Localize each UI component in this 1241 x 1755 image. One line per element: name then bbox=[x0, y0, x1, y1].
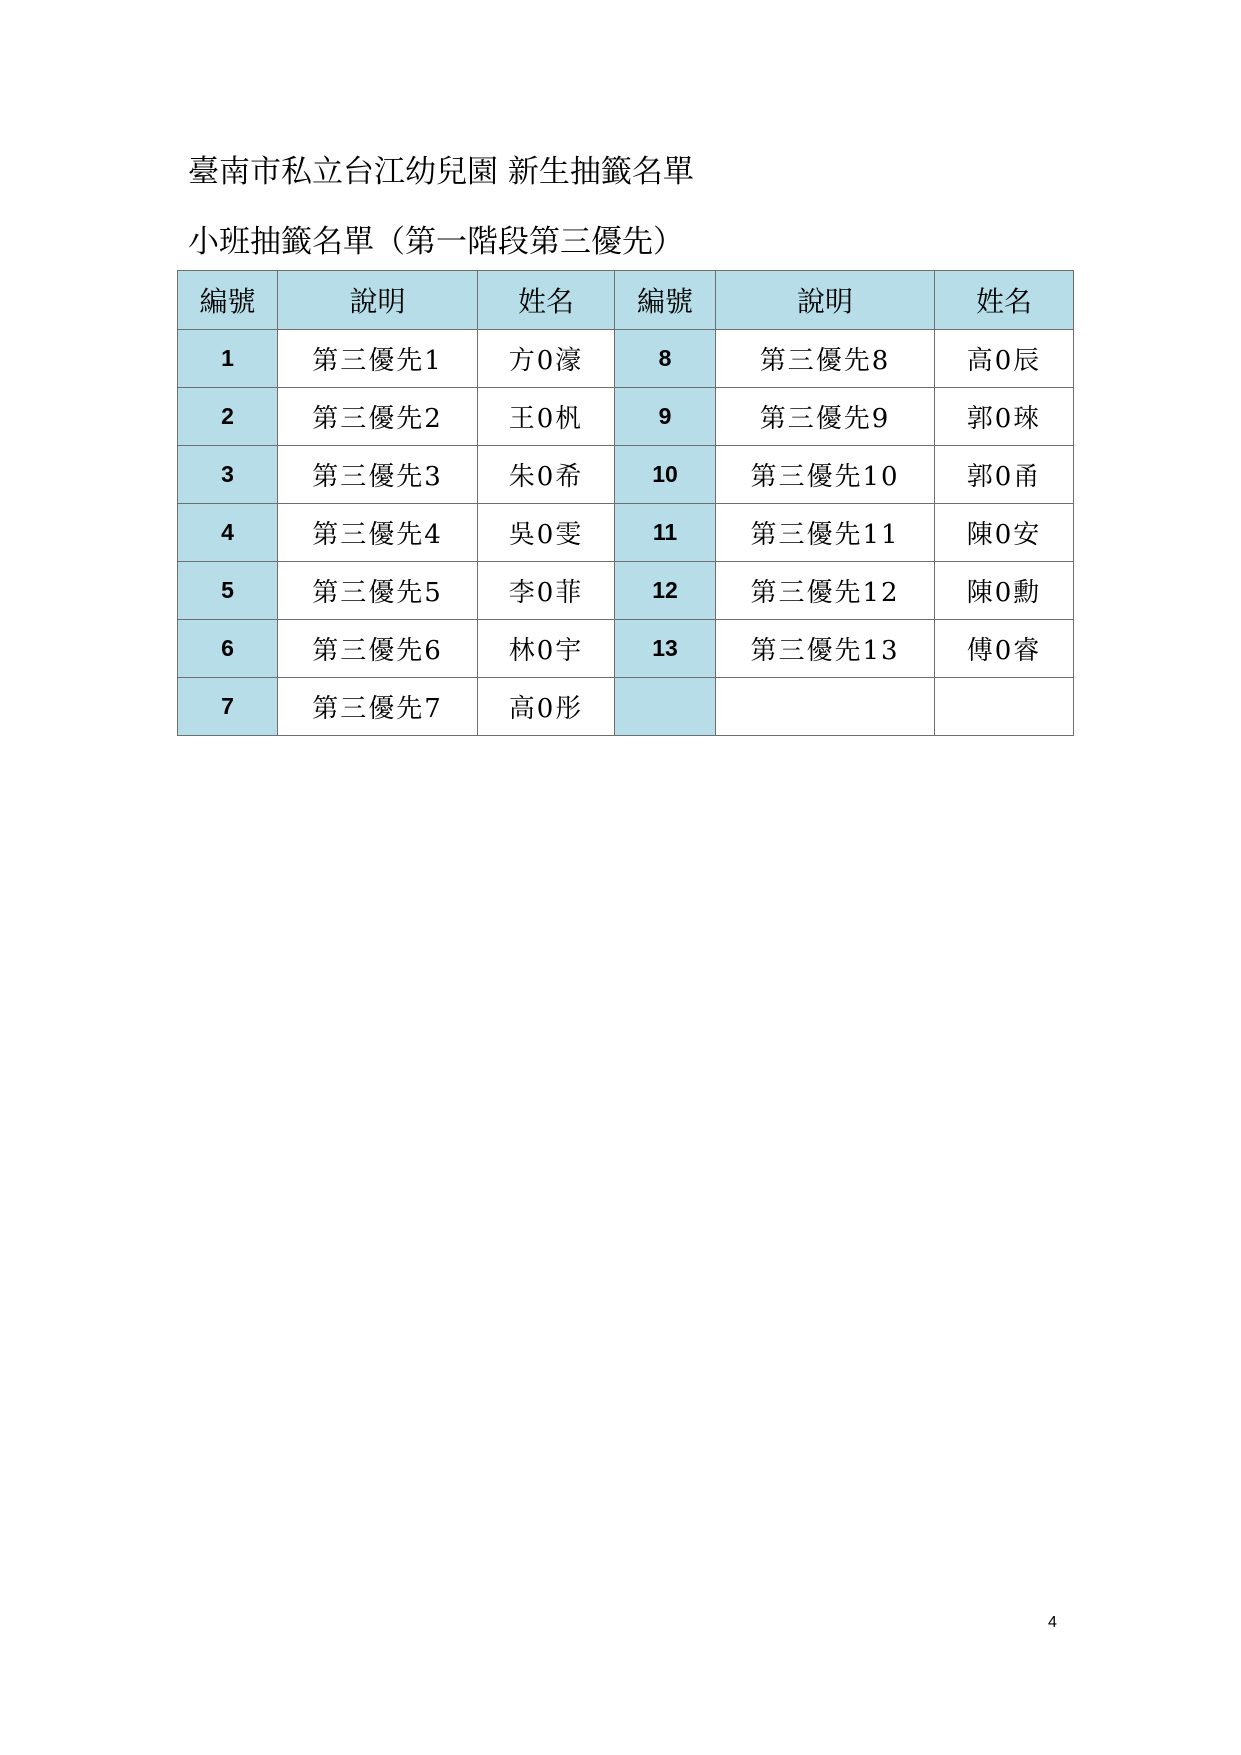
document-title: 臺南市私立台江幼兒園 新生抽籤名單 bbox=[188, 154, 694, 190]
entry-number: 6 bbox=[178, 620, 278, 678]
entry-description: 第三優先12 bbox=[716, 562, 935, 620]
entry-name: 傅0睿 bbox=[935, 620, 1074, 678]
entry-description: 第三優先11 bbox=[716, 504, 935, 562]
table-row bbox=[178, 504, 1074, 562]
header-description: 說明 bbox=[716, 271, 935, 330]
entry-description: 第三優先2 bbox=[278, 388, 478, 446]
entry-number: 10 bbox=[615, 446, 716, 504]
entry-number: 3 bbox=[178, 446, 278, 504]
table-row bbox=[178, 620, 1074, 678]
entry-name: 林0宇 bbox=[478, 620, 615, 678]
entry-description: 第三優先1 bbox=[278, 330, 478, 388]
header-number: 編號 bbox=[615, 271, 716, 330]
entry-number: 13 bbox=[615, 620, 716, 678]
entry-description: 第三優先5 bbox=[278, 562, 478, 620]
table-row bbox=[178, 388, 1074, 446]
entry-name: 高0辰 bbox=[935, 330, 1074, 388]
entry-description: 第三優先6 bbox=[278, 620, 478, 678]
header-name: 姓名 bbox=[935, 271, 1074, 330]
entry-name: 朱0希 bbox=[478, 446, 615, 504]
entry-number: 2 bbox=[178, 388, 278, 446]
document-subtitle: 小班抽籤名單（第一階段第三優先） bbox=[188, 224, 684, 260]
entry-description: 第三優先3 bbox=[278, 446, 478, 504]
entry-number: 11 bbox=[615, 504, 716, 562]
entry-name: 方0濠 bbox=[478, 330, 615, 388]
table-row bbox=[178, 678, 1074, 736]
entry-name: 郭0琜 bbox=[935, 388, 1074, 446]
entry-number: 7 bbox=[178, 678, 278, 736]
entry-name: 陳0安 bbox=[935, 504, 1074, 562]
entry-number: 8 bbox=[615, 330, 716, 388]
table-row bbox=[178, 446, 1074, 504]
entry-number: 9 bbox=[615, 388, 716, 446]
entry-name: 高0彤 bbox=[478, 678, 615, 736]
entry-number: 12 bbox=[615, 562, 716, 620]
entry-description: 第三優先13 bbox=[716, 620, 935, 678]
table-row bbox=[178, 330, 1074, 388]
entry-description: 第三優先10 bbox=[716, 446, 935, 504]
entry-description: 第三優先4 bbox=[278, 504, 478, 562]
table-header-row bbox=[178, 271, 1074, 330]
header-name: 姓名 bbox=[478, 271, 615, 330]
entry-name: 李0菲 bbox=[478, 562, 615, 620]
lottery-table bbox=[177, 270, 1074, 736]
table-row bbox=[178, 562, 1074, 620]
entry-description bbox=[716, 678, 935, 736]
entry-name: 王0杋 bbox=[478, 388, 615, 446]
entry-name: 吳0雯 bbox=[478, 504, 615, 562]
entry-number: 1 bbox=[178, 330, 278, 388]
entry-description: 第三優先9 bbox=[716, 388, 935, 446]
entry-name bbox=[935, 678, 1074, 736]
entry-number bbox=[615, 678, 716, 736]
page-number: 4 bbox=[1048, 1614, 1057, 1631]
entry-description: 第三優先7 bbox=[278, 678, 478, 736]
entry-description: 第三優先8 bbox=[716, 330, 935, 388]
header-description: 說明 bbox=[278, 271, 478, 330]
entry-number: 4 bbox=[178, 504, 278, 562]
entry-name: 郭0甬 bbox=[935, 446, 1074, 504]
entry-name: 陳0勳 bbox=[935, 562, 1074, 620]
entry-number: 5 bbox=[178, 562, 278, 620]
header-number: 編號 bbox=[178, 271, 278, 330]
